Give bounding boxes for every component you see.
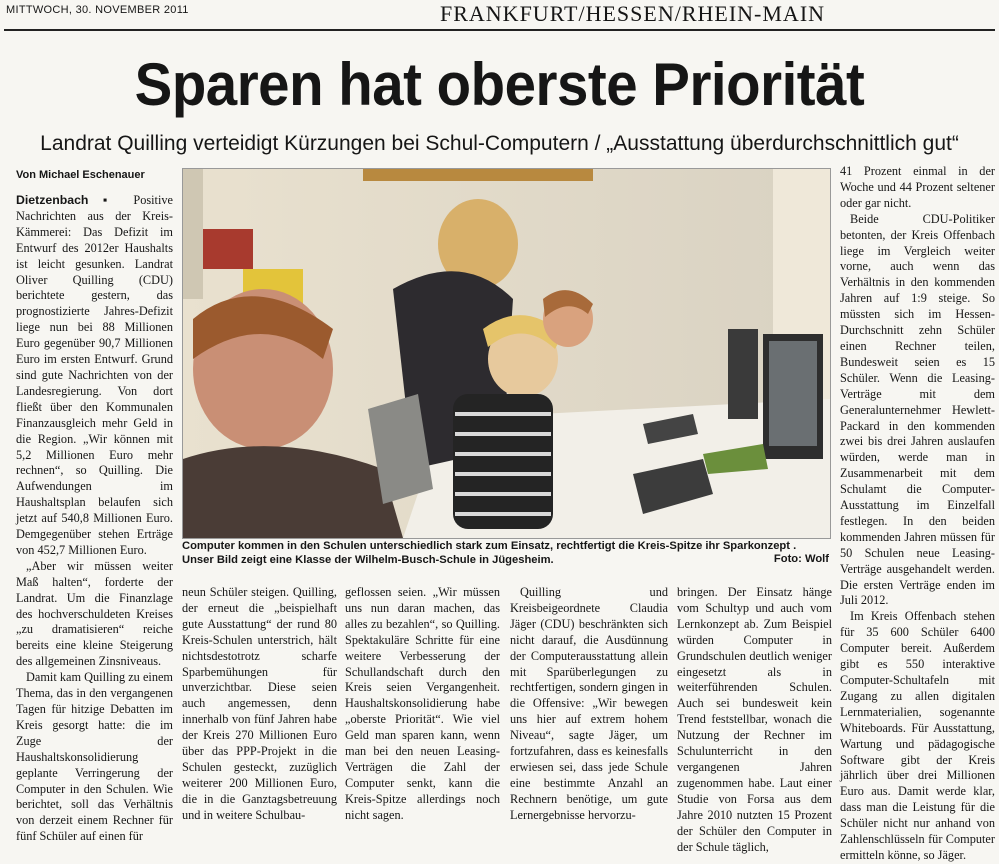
article-column-6 [840,164,995,862]
paragraph: Beide CDU-Politiker betonten, der Kreis Offenbach liege im Vergleich weiter vorne, auch wenn das Verhältnis in den kommenden Jahren auf 1:9 steige. So müssten sich im Hessen-Durchschnitt zehn Schüler einen Rechner teilen, Bundesweit seien es 15 Schüler. Wenn die Leasing-Verträge mit dem Generalunternehmer Hewlett-Packard in den kommenden zwei bis drei Jahren auslaufen würden, werde man in Zusammenarbeit mit dem Schulamt die Computer-Ausstattung im Einzelfall festlegen. In den beiden kommenden Jahren müssen für 50 Schulen neue Leasing-Verträge ausgehandelt werden. Die ersten Verträge enden im Juli 2012. [840,211,995,608]
classroom-photo [182,168,831,539]
subheadline: Landrat Quilling verteidigt Kürzungen bei Schul-Computern / „Ausstattung überdurchschnittlich gut“ [40,132,959,155]
article-column-3 [345,585,500,825]
paragraph: Positive Nachrichten aus der Kreis-Kämmerei: Das Defizit im Entwurf des 2012er Haushalts ist leicht gesunken. Landrat Oliver Quilling (CDU) berichtete gestern, das prognostizierte Jahres-Defizit liege nun bei 88 Millionen Euro gegenüber 90,7 Millionen Euro im ersten Entwurf. Grund sind gute Nachrichten von der Landesregierung. Von dort fließt über den Kommunalen Finanzausgleich mehr Geld in die Region. „Wir können mit 5,2 Millionen Euro mehr rechnen“, so Quilling. Die Aufwendungen im Haushaltsplan belaufen sich jetzt auf 540,8 Millionen Euro. Demgegenüber stehen Erträge von 452,7 Millionen Euro. [16,193,173,557]
section-title: FRANKFURT/HESSEN/RHEIN-MAIN [440,1,826,26]
photo-caption: Computer kommen in den Schulen unterschiedlich stark zum Einsatz, rechtfertigt die Kreis-Spitze ihr Sparkonzept . Unser Bild zeigt eine Klasse der Wilhelm-Busch-Schule in Jügesheim. [182,540,797,566]
paragraph: Im Kreis Offenbach stehen für 35 600 Schüler 6400 Computer bereit. Außerdem gibt es 550 interaktive Computer-Schultafeln mit Zugang zu allen digitalen Lernmaterialien, sogenannte Whiteboards. Für Ausstattung, Wartung und pädagogische Software gibt der Kreis jährlich über drei Millionen Euro aus. Damit werde klar, dass man die Leistung für die Schüler nicht nur anhand von Zahlenschlüsseln für Computer ermitteln könne, so Jäger. [840,609,995,862]
header-rule [4,29,995,31]
classroom-photo-illustration [183,169,830,538]
paragraph: Damit kam Quilling zu einem Thema, das in den vergangenen Tagen für hitzige Debatten im Kreis gesorgt hatte: die im Zuge der Haushaltskonsolidierung geplante Verringerung der Computer in den Schulen. Wie berichtet, soll das Verhältnis von derzeit einem Rechner für fünf Schüler auf einen für [16,670,173,844]
photo-credit: Foto: Wolf [773,553,829,565]
issue-date: MITTWOCH, 30. NOVEMBER 2011 [6,4,189,16]
paragraph: Quilling und Kreisbeigeordnete Claudia Jäger (CDU) beschränkten sich nicht darauf, die Ausdünnung der Computerausstattung allein mit Sparüberlegungen zu rechtfertigen, sondern gingen in die Offensive: „Wir bewegen uns hier auf extrem hohem Niveau“, sagte Jäger, um fortzufahren, dass es keinesfalls erwiesen sei, dass jede Schule eine bestimmte Anzahl an Rechnern benötige, um gute Lernergebnisse hervorzu- [510,585,668,822]
article-column-4 [510,585,668,825]
headline: Sparen hat oberste Priorität [134,51,865,118]
dateline: Dietzenbach [16,193,89,207]
byline: Von Michael Eschenauer [16,169,145,181]
paragraph: „Aber wir müssen weiter Maß halten“, forderte der Landrat. Um die Finanzlage des hochverschuldeten Kreises „zu dramatisieren“ reiche bereits eine kleine Steigerung des allgemeinen Zinsniveaus. [16,558,173,669]
article-column-5 [677,585,832,854]
article-column-1: Dietzenbach ▪ Positive Nachrichten aus der Kreis-Kämmerei: Das Defizit im Entwurf des 2012er Haushalts ist leicht gesunken. Landrat Oliver Quilling (CDU) berichtete gestern, das prognostizierte Jahres-Defizit liege nun bei 88 Millionen Euro gegenüber 90,7 Millionen Euro im ersten Entwurf. Grund sind gute Nachrichten von der Landesregierung. Von dort fließt über den Kommunalen Finanzausgleich mehr Geld in die Region. „Wir können mit 5,2 Millionen Euro mehr rechnen“, so Quilling. Die Aufwendungen im Haushaltsplan belaufen sich jetzt auf 540,8 Millionen Euro. Demgegenüber stehen Erträge von 452,7 Millionen Euro. „Aber wir müssen weiter Maß halten“, forderte der Landrat. Um die Finanzlage des hochverschuldeten Kreises „zu dramatisieren“ reiche bereits eine kleine Steigerung des allgemeinen Zinsniveaus. Damit kam Quilling zu einem Thema, das in den vergangenen Tagen für hitzige Debatten im Kreis gesorgt hatte: die im Zuge der Haushaltskonsolidierung geplante Verringerung der Computer in den Schulen. Wie berichtet, soll das Verhältnis von derzeit einem Rechner für fünf Schüler auf einen für [16,193,173,844]
paragraph: 41 Prozent einmal in der Woche und 44 Prozent seltener oder gar nicht. [840,164,995,210]
paragraph: neun Schüler steigen. Quilling, der erneut die „beispielhaft gute Ausstattung“ der rund 80 Kreis-Schulen unterstrich, hält nichtsdestotrotz scharfe Sparbemühungen für unverzichtbar. Diese seien auch angemessen, denn innerhalb von fünf Jahren habe der Kreis 270 Millionen Euro über das PPP-Projekt in die Schulen gesteckt, zuzüglich weiterer 200 Millionen Euro, die in die Ganztagsbetreuung und in weitere Schulbau- [182,585,337,822]
paragraph: bringen. Der Einsatz hänge vom Schultyp und auch vom Lernkonzept ab. Zum Beispiel würden Computer in Grundschulen deutlich weniger eingesetzt als in weiterführenden Schulen. Auch sei bundesweit kein Trend feststellbar, wonach die Nutzung der Rechner im Schulunterricht in den vergangenen Jahren zugenommen habe. Laut einer Studie von Forsa aus dem Jahre 2010 nutzten 15 Prozent der Schüler den Computer in der Schule täglich, [677,585,832,854]
paragraph: geflossen seien. „Wir müssen uns nun daran machen, das alles zu bezahlen“, so Quilling. Spektakuläre Schritte für eine weitere Verbesserung der Schullandschaft durch den Kreis seien Vergangenheit. Haushaltskonsolidierung habe „oberste Priorität“. Wie viel Geld man sparen kann, wenn man bei den neuen Leasing-Verträgen die Zahl der Computer senkt, kann die Kreis-Spitze allerdings noch nicht sagen. [345,585,500,822]
article-column-2 [182,585,337,825]
